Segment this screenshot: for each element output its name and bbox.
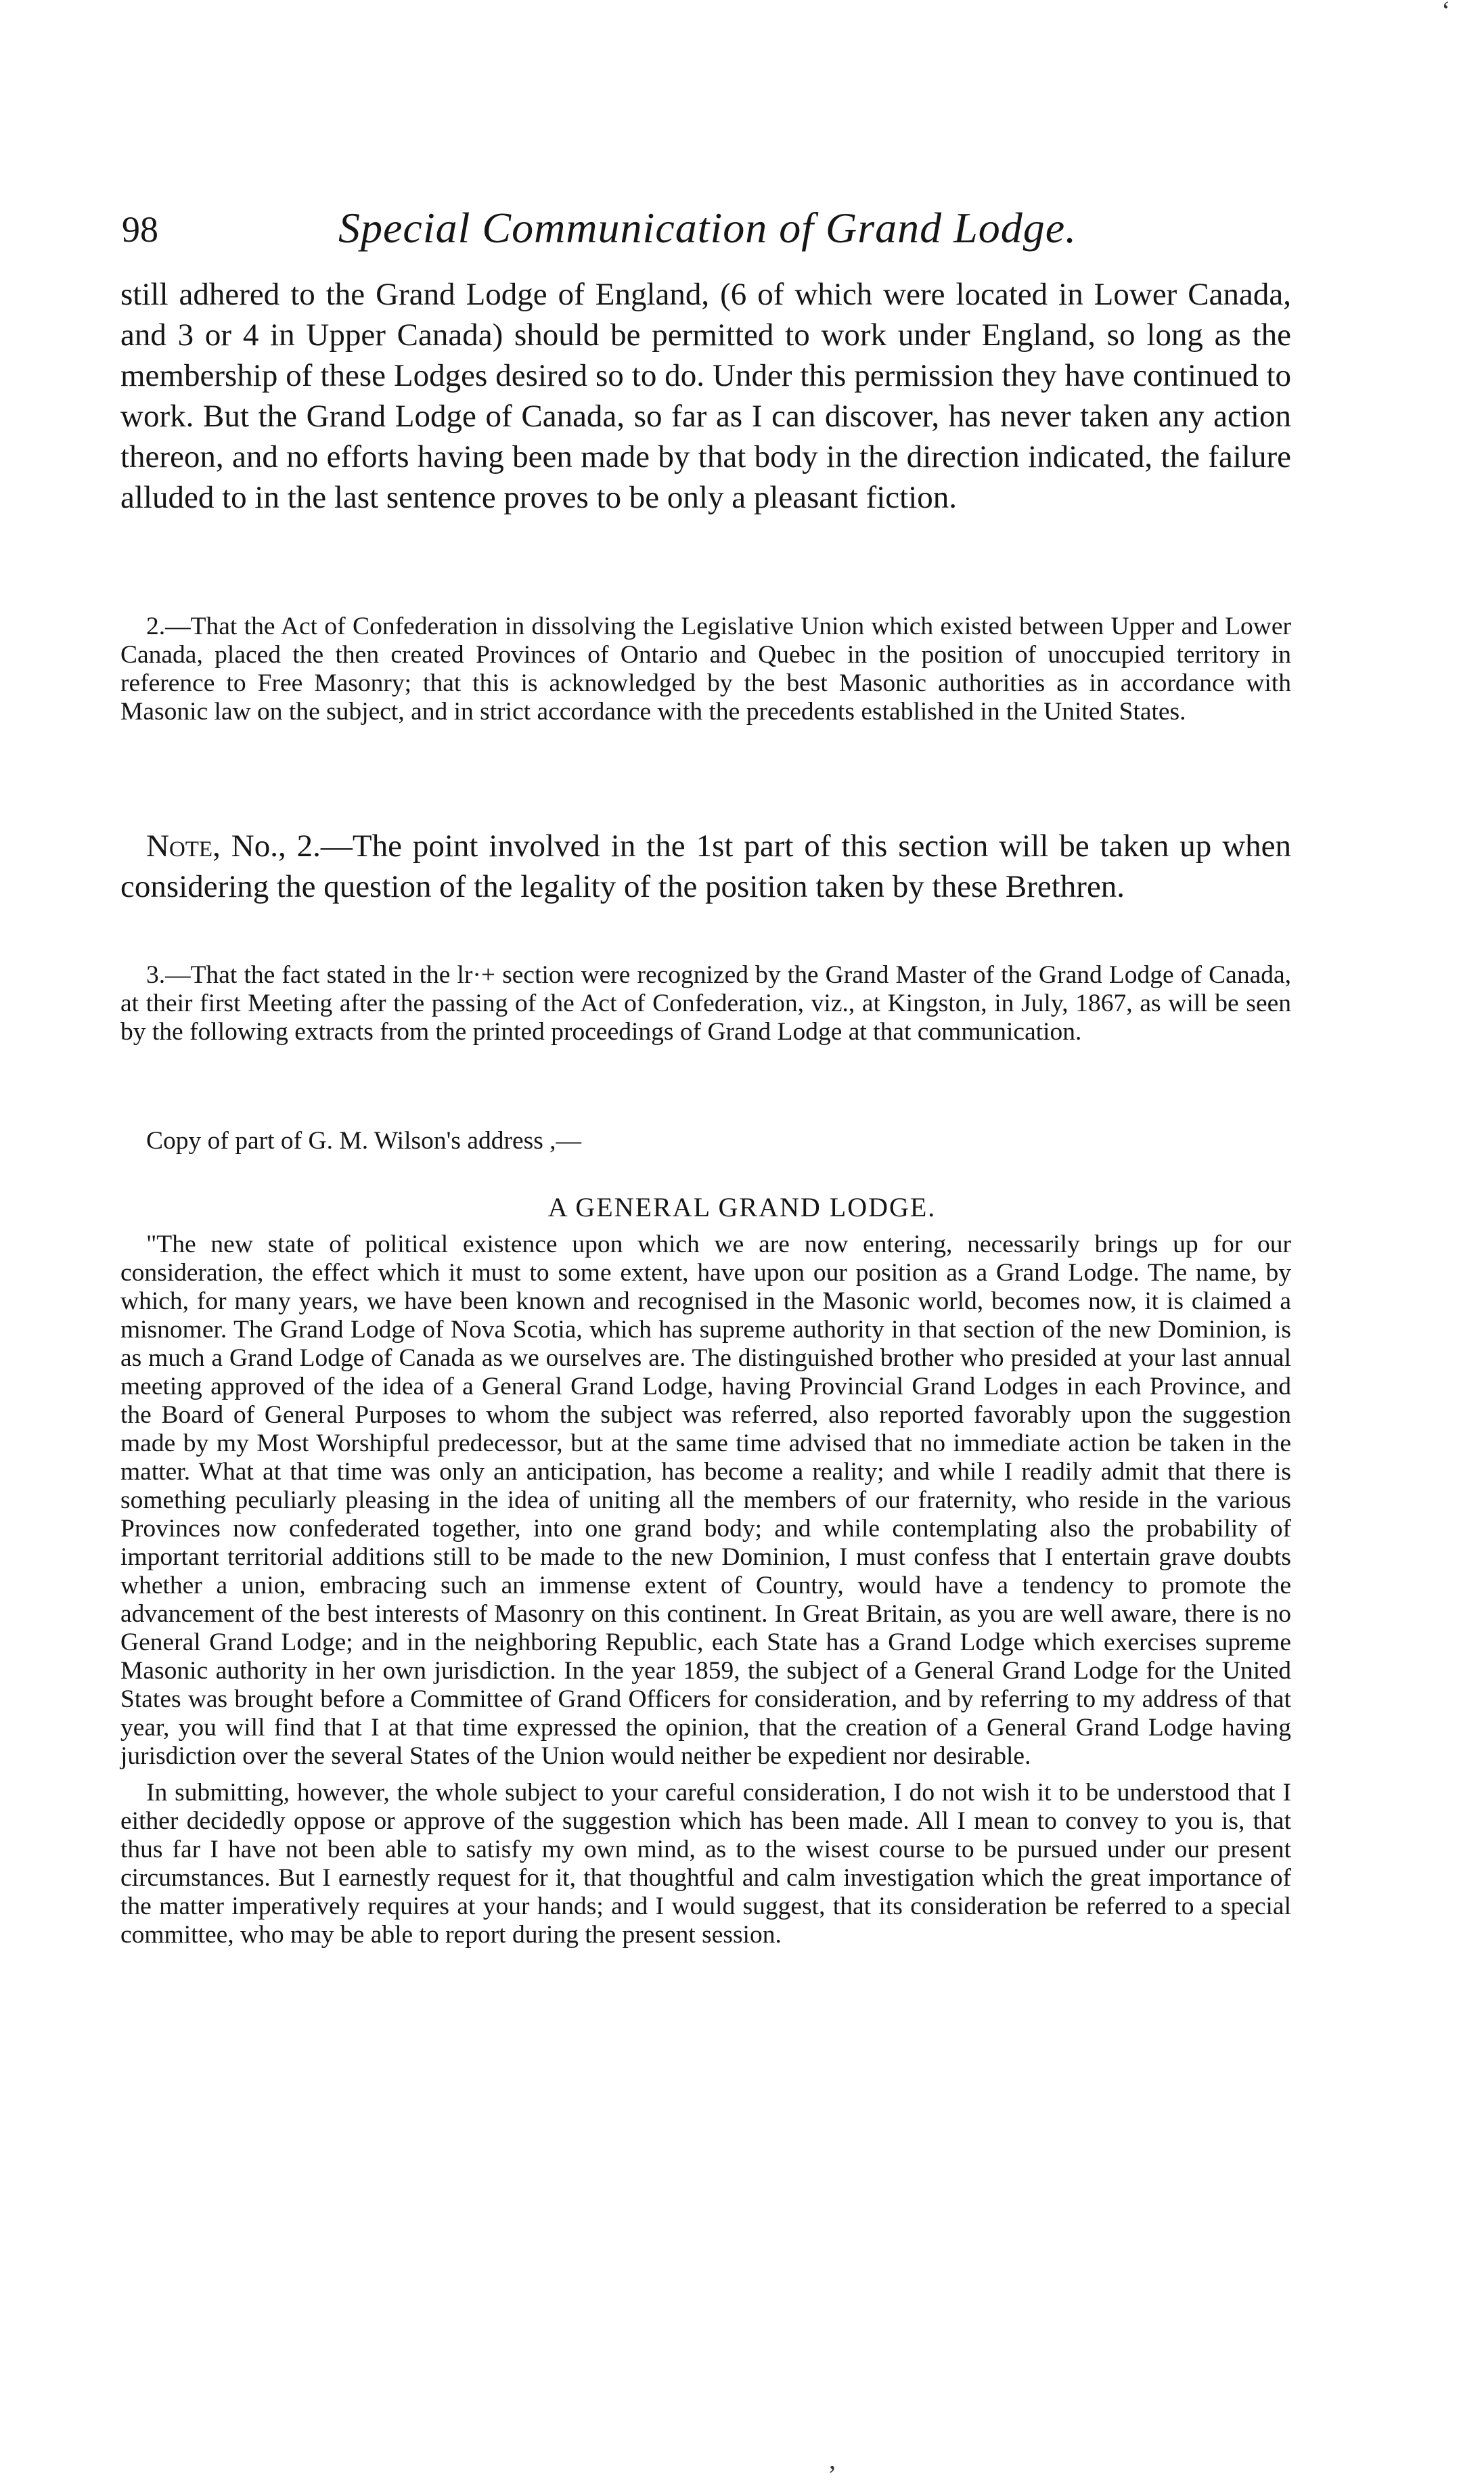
footer-mark: , — [829, 2444, 836, 2475]
address-quote — [120, 1231, 1291, 1949]
clause-text: 2.—That the Act of Confederation in dissolving the Legislative Union which existed between Upper and Lower Canada, placed the then created Provinces of Ontario and Quebec in the position of unoccupied territory in reference to Free Masonry; that this is acknowledged by the best Masonic authorities as in accordance with Masonic law on the subject, and in strict accordance with the precedents established in the United States. — [120, 613, 1291, 726]
section-heading: A GENERAL GRAND LODGE. — [547, 1192, 937, 1222]
numbered-clause-3 — [120, 961, 1291, 1046]
paragraph-text: still adhered to the Grand Lodge of England, (6 of which were located in Lower Canada, and 3 or 4 in Upper Canada) should be permitted to work under England, so long as the membership of these Lodges desired so to do. Under this permission they have continued to work. But the Grand Lodge of Canada, so far as I can discover, has never taken any action thereon, and no efforts having been made by that body in the direction indicated, the failure alluded to in the last sentence proves to be only a pleasant fiction. — [120, 277, 1291, 515]
running-title: Special Communication of Grand Lodge. — [338, 204, 1077, 252]
copy-line — [120, 1127, 1291, 1155]
copy-line-text: Copy of part of G. M. Wilson's address ,— — [146, 1127, 582, 1155]
corner-mark: ‘ — [1441, 0, 1451, 26]
page-number: 98 — [122, 209, 158, 250]
note-body: , No., 2.—The point involved in the 1st part of this section will be taken up when considering the question of the legality of the position taken by these Brethren. — [120, 828, 1291, 904]
clause-text: 3.—That the fact stated in the lr·+ section were recognized by the Grand Master of the Grand Lodge of Canada, at their first Meeting after the passing of the Act of Confederation, viz., at Kingston, in July, 1867, as will be seen by the following extracts from the printed proceedings of Grand Lodge at that communication. — [120, 961, 1291, 1046]
quote-paragraph-2: In submitting, however, the whole subject to your careful consideration, I do not wish it to be understood that I either decidedly oppose or approve of the suggestion which has been made. All I mean to convey to you is, that thus far I have not been able to satisfy my own mind, as to the wisest course to be pursued under our present circumstances. But I earnestly request for it, that thoughtful and calm investigation which the great importance of the matter imperatively requires at your hands; and I would suggest, that its consideration be referred to a special committee, who may be able to report during the present session. — [120, 1779, 1291, 1949]
quote-paragraph-1: "The new state of political existence upon which we are now entering, necessarily brings up for our consideration, the effect which it must to some extent, have upon our position as a Grand Lodge. The name, by which, for many years, we have been known and recognised in the Masonic world, becomes now, it is claimed a misnomer. The Grand Lodge of Nova Scotia, which has supreme authority in that section of the new Dominion, is as much a Grand Lodge of Canada as we ourselves are. The distinguished brother who presided at your last annual meeting approved of the idea of a General Grand Lodge, having Provincial Grand Lodges in each Province, and the Board of General Purposes to whom the subject was referred, also reported favorably upon the suggestion made by my Most Worshipful predecessor, but at the same time advised that no immediate action be taken in the matter. What at that time was only an anticipation, has become a reality; and while I readily admit that there is something peculiarly pleasing in the idea of uniting all the members of our fraternity, who reside in the various Provinces now confederated together, into one grand body; and while contemplating also the probability of important territorial additions still to be made to the new Dominion, I must confess that I entertain grave doubts whether a union, embracing such an immense extent of Country, would have a tendency to promote the advancement of the best interests of Masonry on this continent. In Great Britain, as you are well aware, there is no General Grand Lodge; and in the neighboring Republic, each State has a Grand Lodge which exercises supreme Masonic authority in her own jurisdiction. In the year 1859, the subject of a General Grand Lodge for the United States was brought before a Committee of Grand Officers for consideration, and by referring to my address of that year, you will find that I at that time expressed the opinion, that the creation of a General Grand Lodge having jurisdiction over the several States of the Union would neither be expedient nor desirable. — [120, 1231, 1291, 1770]
note-paragraph — [120, 826, 1291, 907]
numbered-clause-2 — [120, 613, 1291, 726]
body-paragraph-1 — [120, 274, 1291, 518]
note-label: Note — [146, 828, 213, 864]
note-text — [120, 826, 1291, 907]
page-header — [122, 203, 1286, 264]
